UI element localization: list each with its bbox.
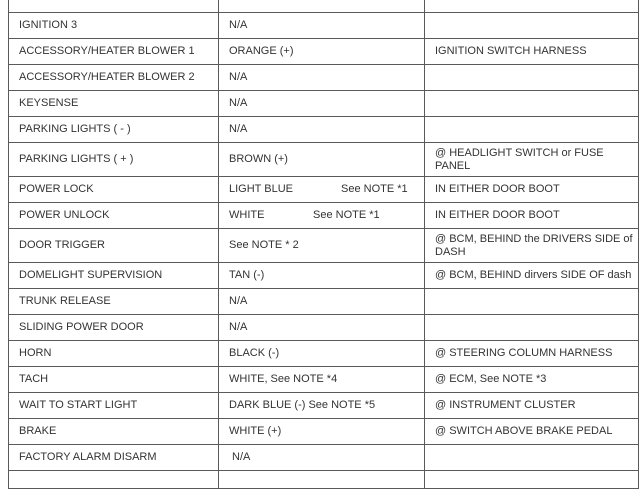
wire-color-cell: N/A <box>219 445 425 471</box>
function-cell: KEYSENSE <box>9 91 219 117</box>
wire-color-cell: N/A <box>219 91 425 117</box>
table-row <box>9 39 639 65</box>
wire-color-text: LIGHT BLUE <box>229 183 293 195</box>
table-row <box>9 393 639 419</box>
table-row <box>9 0 639 13</box>
location-cell <box>425 65 639 91</box>
function-cell: PARKING LIGHTS ( + ) <box>9 143 219 177</box>
table-row <box>9 177 639 203</box>
function-cell: SLIDING POWER DOOR <box>9 315 219 341</box>
function-cell <box>9 0 219 13</box>
wire-note-text: See NOTE *1 <box>313 209 380 221</box>
table-row <box>9 143 639 177</box>
wire-color-text: WHITE <box>229 209 265 221</box>
table-row <box>9 367 639 393</box>
table-row <box>9 91 639 117</box>
location-cell: IN EITHER DOOR BOOT <box>425 177 639 203</box>
wire-color-cell: N/A <box>219 117 425 143</box>
function-cell: PARKING LIGHTS ( - ) <box>9 117 219 143</box>
location-cell <box>425 117 639 143</box>
table-row <box>9 289 639 315</box>
function-cell: BRAKE <box>9 419 219 445</box>
function-cell: IGNITION 3 <box>9 13 219 39</box>
wire-color-cell: See NOTE * 2 <box>219 229 425 263</box>
location-cell <box>425 445 639 471</box>
location-cell: IN EITHER DOOR BOOT <box>425 203 639 229</box>
function-cell: DOMELIGHT SUPERVISION <box>9 263 219 289</box>
function-cell: WAIT TO START LIGHT <box>9 393 219 419</box>
function-cell: ACCESSORY/HEATER BLOWER 2 <box>9 65 219 91</box>
wire-color-cell: DARK BLUE (-) See NOTE *5 <box>219 393 425 419</box>
location-cell <box>425 91 639 117</box>
table-row <box>9 117 639 143</box>
location-cell: @ ECM, See NOTE *3 <box>425 367 639 393</box>
location-cell: @ BCM, BEHIND the DRIVERS SIDE of DASH <box>425 229 639 263</box>
table-row <box>9 419 639 445</box>
location-cell: @ HEADLIGHT SWITCH or FUSE PANEL <box>425 143 639 177</box>
wire-color-cell <box>219 0 425 13</box>
location-cell: IGNITION SWITCH HARNESS <box>425 39 639 65</box>
location-cell: @ INSTRUMENT CLUSTER <box>425 393 639 419</box>
table-row <box>9 13 639 39</box>
function-cell: POWER LOCK <box>9 177 219 203</box>
location-cell: @ SWITCH ABOVE BRAKE PEDAL <box>425 419 639 445</box>
table-row <box>9 445 639 471</box>
wire-color-cell: ORANGE (+) <box>219 39 425 65</box>
wire-color-cell: WHITE (+) <box>219 419 425 445</box>
function-cell: TACH <box>9 367 219 393</box>
function-cell: TRUNK RELEASE <box>9 289 219 315</box>
table-row <box>9 229 639 263</box>
location-cell <box>425 315 639 341</box>
location-cell <box>425 289 639 315</box>
wiring-table <box>8 0 639 489</box>
table-row <box>9 203 639 229</box>
function-cell: DOOR TRIGGER <box>9 229 219 263</box>
table-row <box>9 315 639 341</box>
wire-color-cell: TAN (-) <box>219 263 425 289</box>
function-cell: ACCESSORY/HEATER BLOWER 1 <box>9 39 219 65</box>
wire-color-cell: BLACK (-) <box>219 341 425 367</box>
wire-color-cell <box>219 203 425 229</box>
wire-color-cell: WHITE, See NOTE *4 <box>219 367 425 393</box>
wire-color-cell: N/A <box>219 65 425 91</box>
function-cell: FACTORY ALARM DISARM <box>9 445 219 471</box>
wire-note-text: See NOTE *1 <box>341 183 408 195</box>
location-cell: @ BCM, BEHIND dirvers SIDE OF dash <box>425 263 639 289</box>
function-cell: POWER UNLOCK <box>9 203 219 229</box>
wiring-table-body <box>9 0 639 489</box>
location-cell <box>425 13 639 39</box>
location-cell: @ STEERING COLUMN HARNESS <box>425 341 639 367</box>
table-row <box>9 65 639 91</box>
wire-color-cell: N/A <box>219 315 425 341</box>
wire-color-cell: N/A <box>219 13 425 39</box>
function-cell: HORN <box>9 341 219 367</box>
table-row <box>9 341 639 367</box>
wire-color-cell: N/A <box>219 289 425 315</box>
location-cell <box>425 0 639 13</box>
wire-color-cell: BROWN (+) <box>219 143 425 177</box>
wire-color-cell <box>219 177 425 203</box>
table-row <box>9 263 639 289</box>
